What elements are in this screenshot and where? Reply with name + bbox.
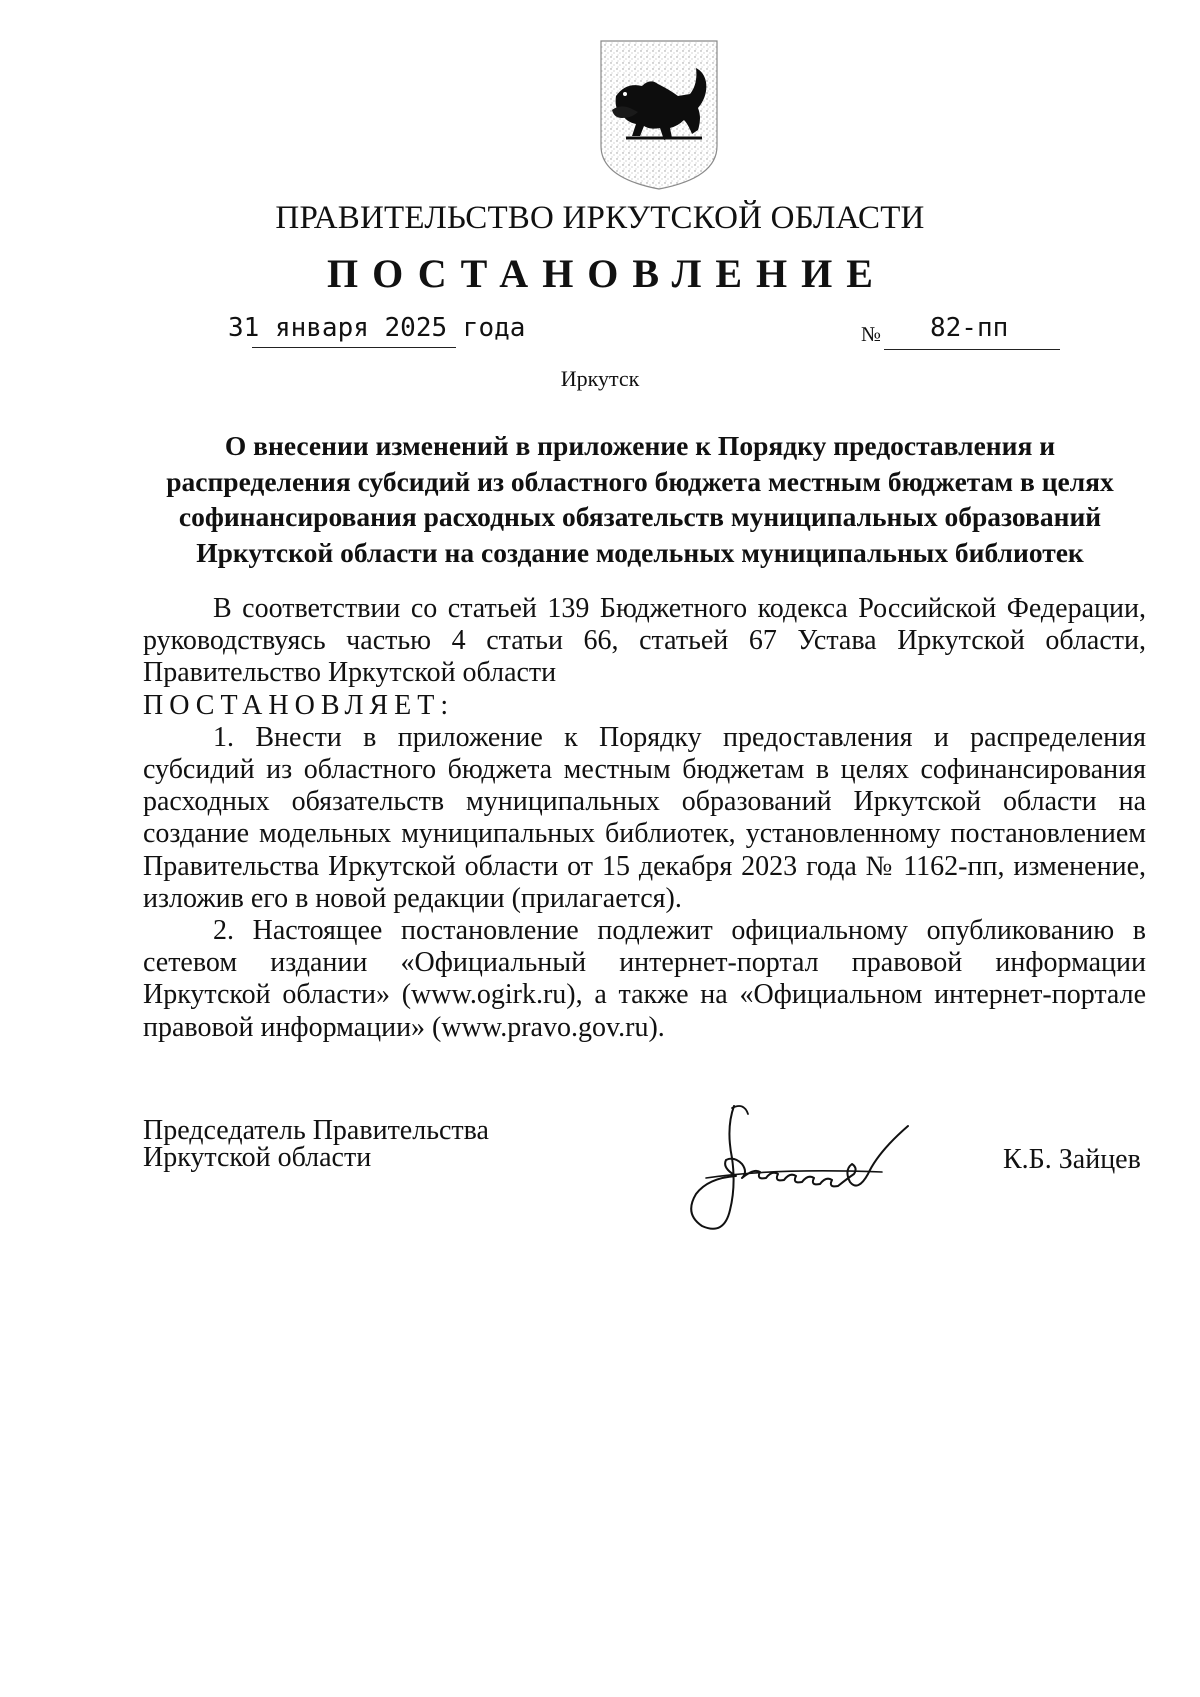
signer-position-line: Иркутской области: [143, 1142, 372, 1173]
title-line: распределения субсидий из областного бюджета местным бюджетам в целях: [166, 465, 1114, 497]
document-type: ПОСТАНОВЛЕНИЕ: [327, 251, 887, 296]
signer-position: [143, 1117, 563, 1171]
number-underline: [884, 349, 1060, 350]
title-line: софинансирования расходных обязательств муниципальных образований: [178, 501, 1102, 532]
item-paragraph: 1. Внести в приложение к Порядку предоставления и распределения субсидий из областного бюджета местным бюджетам в целях софинансирования расходных обязательств муниципальных образований Иркутской области на создание модельных муниципальных библиотек, установленному постановлением Правительства Иркутской области от 15 декабря 2023 года № 1162-пп, изменение, изложив его в новой редакции (прилагается).: [143, 721, 1146, 914]
city: Иркутск: [560, 366, 640, 391]
preamble-paragraph: В соответствии со статьей 139 Бюджетного кодекса Российской Федерации, руководствуясь частью 4 статьи 66, статьей 67 Устава Иркутской области, Правительство Иркутской области: [143, 593, 1146, 689]
document-date: 31 января 2025 года: [228, 313, 526, 343]
date-underline: [252, 347, 456, 348]
item-paragraph: 2. Настоящее постановление подлежит официальному опубликованию в сетевом издании «Официальный интернет-портал правовой информации Иркутской области» (www.ogirk.ru), а также на «Официальном интернет-портале правовой информации» (www.pravo.gov.ru).: [143, 915, 1146, 1043]
number-sign: №: [861, 322, 882, 346]
title-line: О внесении изменений в приложение к Порядку предоставления и: [224, 430, 1056, 461]
signer-position-line: Председатель Правительства: [143, 1115, 489, 1146]
resolves-heading: ПОСТАНОВЛЯЕТ:: [143, 689, 455, 721]
document-title: [140, 428, 1140, 570]
organization-name: ПРАВИТЕЛЬСТВО ИРКУТСКОЙ ОБЛАСТИ: [275, 200, 925, 236]
title-line: Иркутской области на создание модельных муниципальных библиотек: [196, 536, 1084, 568]
document-body: [143, 593, 1146, 1044]
handwritten-signature-icon: [682, 1098, 952, 1248]
document-number: 82-пп: [930, 313, 1009, 343]
signer-name: К.Б. Зайцев: [1003, 1144, 1141, 1175]
coat-of-arms-irkutsk-icon: [598, 38, 720, 192]
